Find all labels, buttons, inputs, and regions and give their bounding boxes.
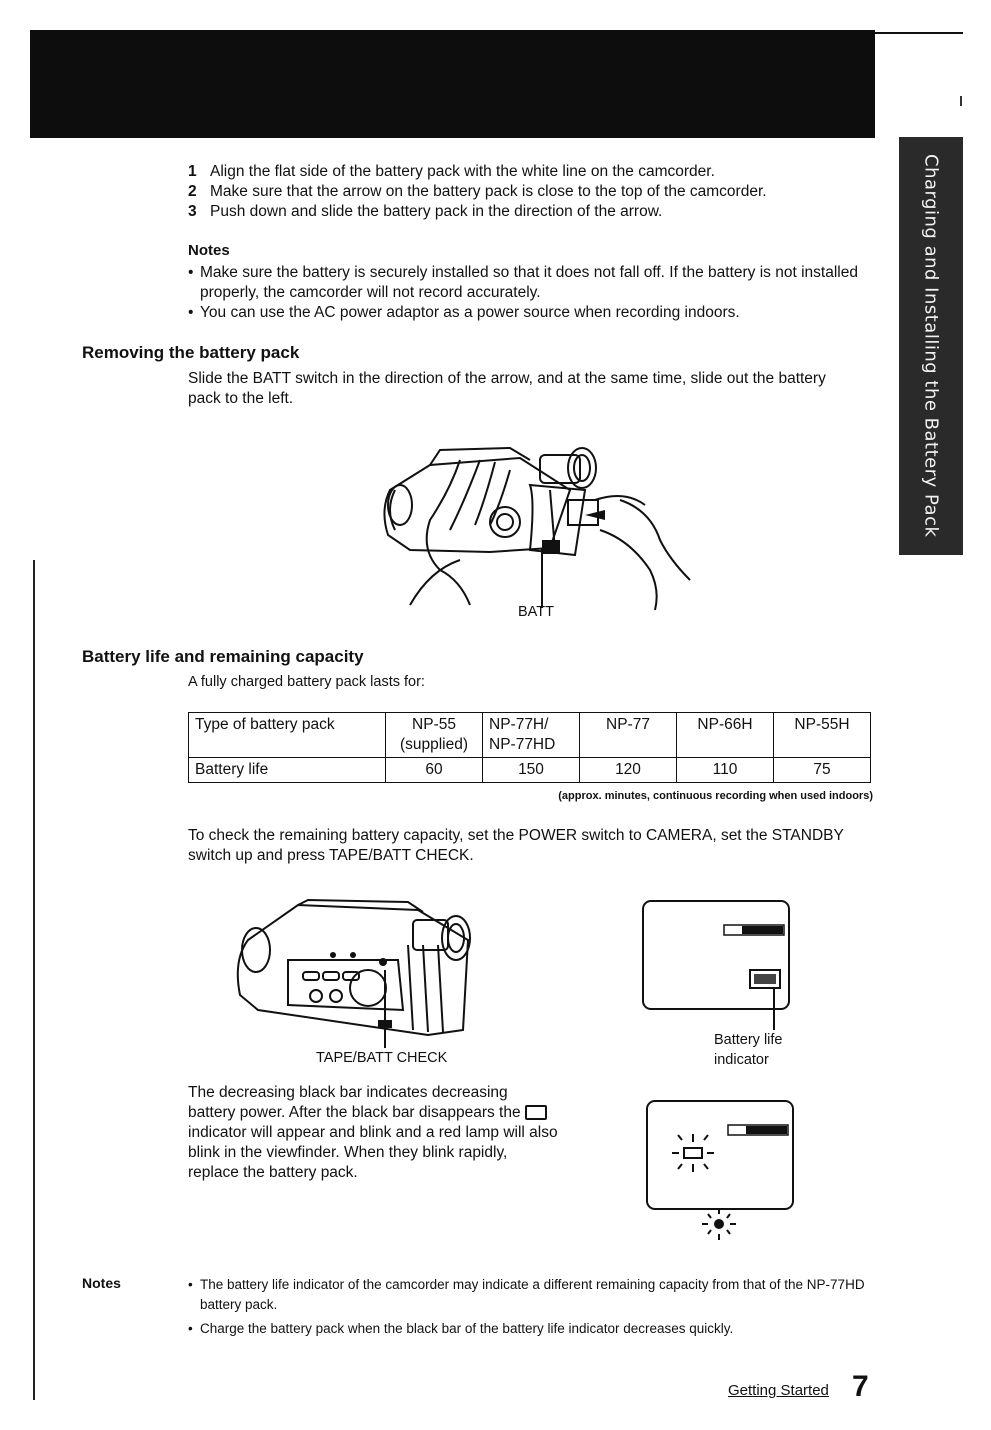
step-number: 2 <box>188 183 197 200</box>
battery-life-intro: A fully charged battery pack lasts for: <box>188 674 425 690</box>
viewfinder-indicator-full <box>642 900 792 1012</box>
section-heading-removing: Removing the battery pack <box>82 343 300 362</box>
table-cell: 75 <box>774 758 871 783</box>
camcorder-removal-illustration <box>370 430 710 620</box>
table-header-cell: NP-55H <box>774 713 871 758</box>
notes-heading: Notes <box>188 242 230 259</box>
note-item: • The battery life indicator of the camcorder may indicate a different remaining capacity from that of the NP-77HD battery pack. <box>188 1275 868 1315</box>
page-number: 7 <box>852 1370 869 1403</box>
check-capacity-text: To check the remaining battery capacity, set the POWER switch to CAMERA, set the STANDBY switch up and press TAPE/BATT CHECK. <box>188 827 844 864</box>
step-number: 1 <box>188 163 197 180</box>
step-item <box>188 182 868 202</box>
footer-section-label: Getting Started <box>728 1382 829 1399</box>
table-cell: 110 <box>677 758 774 783</box>
note-item: • You can use the AC power adaptor as a power source when recording indoors. <box>188 304 740 321</box>
table-cell: 120 <box>580 758 677 783</box>
decreasing-bar-text <box>188 1083 558 1183</box>
empty-battery-icon <box>525 1105 547 1120</box>
camcorder-check-illustration <box>228 900 478 1045</box>
step-item <box>188 202 868 222</box>
removing-text: Slide the BATT switch in the direction of the arrow, and at the same time, slide out the battery pack to the left. <box>188 370 826 407</box>
table-header-row <box>189 713 871 758</box>
decreasing-text-part-a: The decreasing black bar indicates decreasing battery power. After the black bar disappears the <box>188 1084 521 1121</box>
battery-life-table <box>188 712 871 783</box>
note-item: • Charge the battery pack when the black bar of the battery life indicator decreases quickly. <box>188 1319 868 1339</box>
note-text: Make sure the battery is securely installed so that it does not fall off. If the battery is not installed properly, the camcorder will not record accurately. <box>200 264 858 301</box>
table-cell: 150 <box>483 758 580 783</box>
note-text: The battery life indicator of the camcorder may indicate a different remaining capacity from that of the NP-77HD battery pack. <box>200 1277 865 1312</box>
left-margin-rule <box>33 560 35 1400</box>
step-number: 3 <box>188 203 197 220</box>
table-row-label: Battery life <box>189 758 386 783</box>
step-text: Align the flat side of the battery pack with the white line on the camcorder. <box>210 163 715 180</box>
header-band <box>30 30 875 138</box>
notes-list-bottom <box>188 1275 868 1339</box>
tape-batt-check-label: TAPE/BATT CHECK <box>316 1050 448 1066</box>
side-tab-label: Charging and Installing the Battery Pack <box>920 154 942 538</box>
table-footnote: (approx. minutes, continuous recording when used indoors) <box>558 790 873 802</box>
table-header-cell: NP-77 <box>580 713 677 758</box>
decreasing-text-part-b: indicator will appear and blink and a red lamp will also blink in the viewfinder. When they blink rapidly, replace the battery pack. <box>188 1124 558 1181</box>
table-header-cell: NP-55 (supplied) <box>386 713 483 758</box>
step-text: Push down and slide the battery pack in the direction of the arrow. <box>210 203 663 220</box>
note-item: • Make sure the battery is securely installed so that it does not fall off. If the battery is not installed properly, the camcorder will not record accurately. <box>188 263 868 303</box>
step-text: Make sure that the arrow on the battery pack is close to the top of the camcorder. <box>210 183 767 200</box>
battery-life-indicator-label: Battery life indicator <box>714 1032 783 1068</box>
note-text: You can use the AC power adaptor as a power source when recording indoors. <box>200 304 740 321</box>
notes-heading-bottom: Notes <box>82 1275 121 1291</box>
margin-mark <box>960 96 962 106</box>
header-rule <box>875 32 963 34</box>
viewfinder-indicator-empty <box>646 1100 796 1240</box>
note-text: Charge the battery pack when the black bar of the battery life indicator decreases quickly. <box>200 1321 734 1336</box>
notes-list <box>188 263 868 323</box>
table-cell: 60 <box>386 758 483 783</box>
batt-label: BATT <box>518 604 554 620</box>
table-header-cell: NP-66H <box>677 713 774 758</box>
side-tab[interactable] <box>899 137 963 555</box>
table-row <box>189 758 871 783</box>
table-header-cell: Type of battery pack <box>189 713 386 758</box>
step-item <box>188 162 868 182</box>
battery-life-table-wrap <box>188 712 871 783</box>
steps-list <box>188 162 868 222</box>
section-heading-battery-life: Battery life and remaining capacity <box>82 647 364 666</box>
table-header-cell: NP-77H/ NP-77HD <box>483 713 580 758</box>
